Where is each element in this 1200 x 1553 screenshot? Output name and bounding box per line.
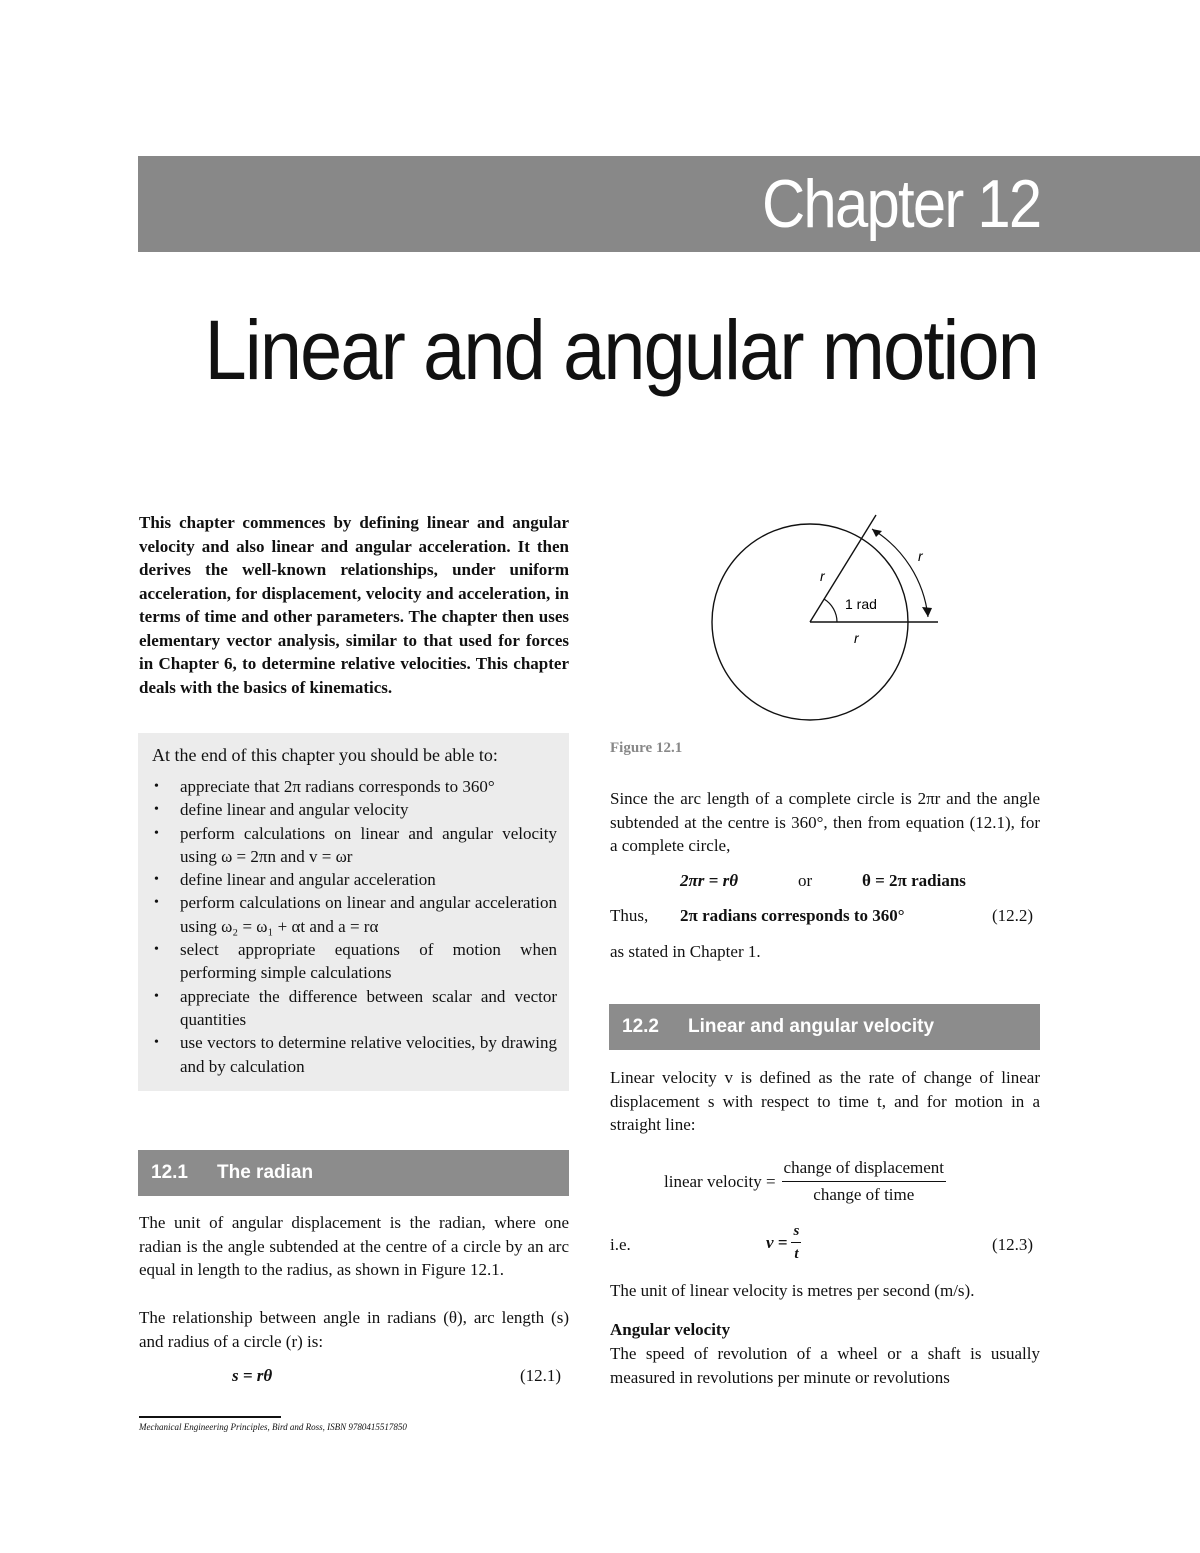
angular-velocity-heading: Angular velocity xyxy=(610,1320,731,1339)
fraction-denominator: t xyxy=(794,1246,799,1262)
footnote-citation: Mechanical Engineering Principles, Bird and Ross, ISBN 9780415517850 xyxy=(139,1422,407,1432)
objective-item: • use vectors to determine relative velocities, by drawing and by calculation xyxy=(154,1033,557,1076)
objective-item: • appreciate the difference between scalar and vector quantities xyxy=(154,986,557,1029)
ie-label: i.e. xyxy=(610,1235,631,1254)
formula-label: linear velocity = xyxy=(664,1171,776,1191)
linear-velocity-unit: The unit of linear velocity is metres per second (m/s). xyxy=(610,1281,975,1300)
equation-12-2: 2π radians corresponds to 360° xyxy=(680,906,905,925)
stated-text: as stated in Chapter 1. xyxy=(610,942,761,961)
bullet-icon: • xyxy=(154,895,159,911)
bullet-icon: • xyxy=(154,802,159,818)
bullet-icon: • xyxy=(154,1035,159,1051)
bullet-icon: • xyxy=(154,988,159,1004)
section-number: 12.1 xyxy=(151,1162,188,1183)
equation-or: or xyxy=(798,871,813,890)
fraction-numerator: s xyxy=(791,1221,801,1243)
chapter-title: Linear and angular motion xyxy=(204,303,1038,397)
section-title: The radian xyxy=(217,1162,314,1183)
objective-item: • define linear and angular velocity xyxy=(152,798,557,821)
chapter-intro: This chapter commences by defining linear and angular velocity and also linear and angular acceleration. It then derives the well-known relationships, under uniform acceleration, for displacement, velocity and acceleration, in terms of time and other parameters. The chapter then uses elementary vector analysis, similar to that used for forces in Chapter 6, to determine relative velocities. This chapter deals with the basics of kinematics. xyxy=(139,513,569,697)
objective-item: • perform calculations on linear and angular acceleration using ω₂ = ω₁ + αt and a = rα xyxy=(154,893,557,936)
section-heading-12-1 xyxy=(138,1150,569,1196)
radius-label: r xyxy=(820,568,825,584)
equation-12-1: s = rθ xyxy=(232,1366,273,1385)
objectives-list xyxy=(152,775,557,1078)
arrowhead-top-icon xyxy=(872,529,882,537)
linear-velocity-definition: Linear velocity v is defined as the rate of change of linear displacement s with respect to time t, and for motion in a straight line: xyxy=(610,1068,1040,1134)
equation-number-12-1: (12.1) xyxy=(520,1366,562,1385)
section-heading-12-2 xyxy=(609,1004,1040,1050)
base-radius-label: r xyxy=(854,630,859,646)
fraction-denominator: change of time xyxy=(813,1185,915,1204)
objective-item: • perform calculations on linear and angular velocity using ω = 2πn and v = ωr xyxy=(154,823,557,866)
bullet-icon: • xyxy=(154,942,159,958)
fraction xyxy=(782,1156,947,1207)
equation-theta: θ = 2π radians xyxy=(862,871,966,890)
footnote-divider xyxy=(139,1416,281,1418)
angle-arc xyxy=(824,599,837,622)
v-label: v = xyxy=(766,1232,788,1252)
thus-label: Thus, xyxy=(610,906,649,925)
fraction xyxy=(791,1221,801,1264)
bullet-icon: • xyxy=(154,872,159,888)
chapter-label: Chapter 12 xyxy=(761,166,1040,242)
chapter-banner xyxy=(138,156,1200,252)
fraction-numerator: change of displacement xyxy=(782,1156,947,1182)
objective-item: • select appropriate equations of motion when performing simple calculations xyxy=(154,940,557,983)
angle-label: 1 rad xyxy=(845,596,877,612)
complete-circle-paragraph: Since the arc length of a complete circle is 2πr and the angle subtended at the centre is 360°, then from equation (12.1), for a complete circle, xyxy=(610,789,1040,855)
angular-velocity-text: The speed of revolution of a wheel or a shaft is usually measured in revolutions per minute or revolutions xyxy=(610,1344,1040,1387)
figure-caption: Figure 12.1 xyxy=(610,740,683,756)
section-title: Linear and angular velocity xyxy=(688,1016,935,1037)
arrowhead-bottom-icon xyxy=(922,607,932,617)
radian-definition: The unit of angular displacement is the radian, where one radian is the angle subtended at the centre of a circle by an arc equal in length to the radius, as shown in Figure 12.1. xyxy=(139,1213,569,1279)
radian-diagram xyxy=(700,505,960,730)
equation-number-12-3: (12.3) xyxy=(992,1235,1034,1254)
objective-item: • define linear and angular acceleration xyxy=(152,868,557,891)
equation-2pir: 2πr = rθ xyxy=(680,871,739,890)
learning-objectives-box xyxy=(138,733,569,1091)
radian-relationship: The relationship between angle in radians (θ), arc length (s) and radius of a circle (r) is: xyxy=(139,1308,569,1351)
equation-12-3 xyxy=(766,1221,801,1264)
arc-label: r xyxy=(918,548,923,564)
bullet-icon: • xyxy=(154,779,159,794)
bullet-icon: • xyxy=(154,825,159,841)
arc-length-indicator xyxy=(872,529,928,617)
equation-number-12-2: (12.2) xyxy=(992,906,1034,925)
objectives-heading: At the end of this chapter you should be able to: xyxy=(152,745,498,765)
linear-velocity-formula xyxy=(664,1156,946,1207)
objective-item: • appreciate that 2π radians corresponds to 360° xyxy=(152,775,557,798)
section-number: 12.2 xyxy=(622,1016,659,1037)
